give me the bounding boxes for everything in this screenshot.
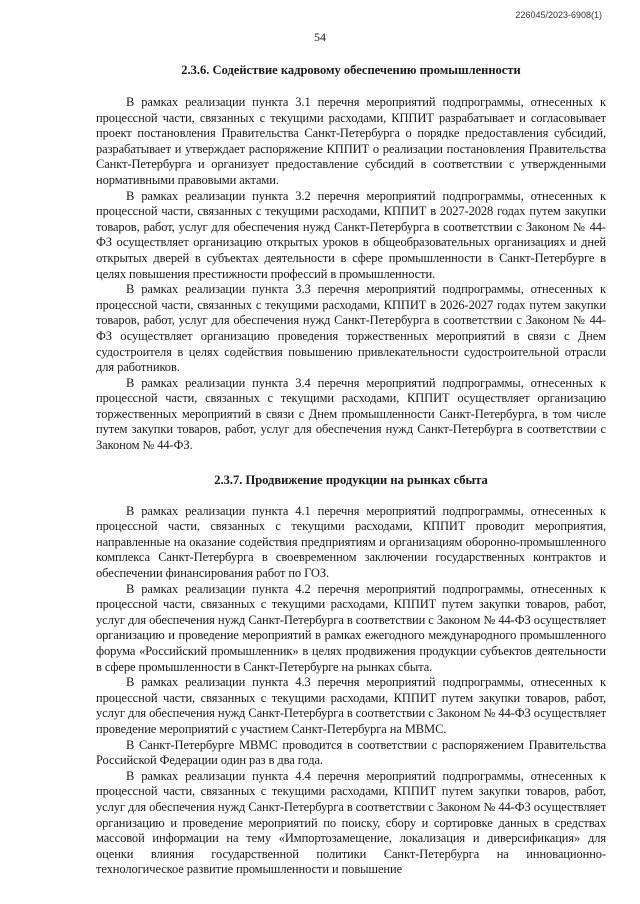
paragraph: В рамках реализации пункта 3.4 перечня мероприятий подпрограммы, отнесенных к процессной части, связанных с текущими расходами, КППИТ осуществляет организацию торжественных мероприятий в связи с Днем промышленности Санкт-Петербурга, в том числе путем закупки товаров, работ, услуг для обеспечения нужд Санкт-Петербурга в соответствии с Законом № 44-ФЗ. xyxy=(96,375,606,453)
paragraph: В рамках реализации пункта 4.2 перечня мероприятий подпрограммы, отнесенных к процессной части, связанных с текущими расходами, КППИТ путем закупки товаров, работ, услуг для обеспечения нужд Санкт-Петербурга в соответствии с Законом № 44-ФЗ осуществляет организацию и проведение мероприятий в рамках ежегодного международного промышленного форума «Российский промышленник» в целях продвижения продукции субъектов деятельности в сфере промышленности в Санкт-Петербурге на рынках сбыта. xyxy=(96,581,606,674)
paragraph: В рамках реализации пункта 3.2 перечня мероприятий подпрограммы, отнесенных к процессной части, связанных с текущими расходами, КППИТ в 2027-2028 годах путем закупки товаров, работ, услуг для обеспечения нужд Санкт-Петербурга в соответствии с Законом № 44-ФЗ осуществляет организацию открытых уроков в общеобразовательных организациях и дней открытых дверей в субъектах деятельности в сфере промышленности в Санкт-Петербурге в целях повышения престижности профессий в промышленности. xyxy=(96,188,606,281)
page-number: 54 xyxy=(314,30,326,44)
document-id: 226045/2023-6908(1) xyxy=(515,10,602,20)
paragraph: В рамках реализации пункта 4.3 перечня мероприятий подпрограммы, отнесенных к процессной части, связанных с текущими расходами, КППИТ путем закупки товаров, работ, услуг для обеспечения нужд Санкт-Петербурга в соответствии с Законом № 44-ФЗ осуществляет проведение мероприятий с участием Санкт-Петербурга на МВМС. xyxy=(96,675,606,736)
paragraph: В рамках реализации пункта 4.4 перечня мероприятий подпрограммы, отнесенных к процессной части, связанных с текущими расходами, КППИТ путем закупки товаров, работ, услуг для обеспечения нужд Санкт-Петербурга в соответствии с Законом № 44-ФЗ осуществляет организацию и проведение мероприятий по поиску, сбору и сортировке данных в средствах массовой информации на тему «Импортозамещение, локализация и диверсификация» для оценки влияния государственной политики Санкт-Петербурга на инновационно-технологическое развитие промышленности и повышение xyxy=(96,768,606,877)
paragraph: В Санкт-Петербурге МВМС проводится в соответствии с распоряжением Правительства Российской Федерации один раз в два года. xyxy=(96,737,606,768)
paragraph: В рамках реализации пункта 3.1 перечня мероприятий подпрограммы, отнесенных к процессной части, связанных с текущими расходами, КППИТ разрабатывает и согласовывает проект постановления Правительства Санкт-Петербурга о порядке предоставления субсидий, разрабатывает и утверждает распоряжение КППИТ о реализации постановления Правительства Санкт-Петербурга и организует предоставление субсидий в соответствии с утвержденными нормативными правовыми актами. xyxy=(96,95,606,187)
section-title: 2.3.7. Продвижение продукции на рынках сбыта xyxy=(214,472,488,487)
paragraph: В рамках реализации пункта 3.3 перечня мероприятий подпрограммы, отнесенных к процессной части, связанных с текущими расходами, КППИТ в 2026-2027 годах путем закупки товаров, работ, услуг для обеспечения нужд Санкт-Петербурга в соответствии с Законом № 44-ФЗ осуществляет организацию проведения торжественных мероприятий в связи с Днем судостроителя в целях содействия повышению привлекательности судостроительной отрасли для работников. xyxy=(96,282,606,375)
paragraph: В рамках реализации пункта 4.1 перечня мероприятий подпрограммы, отнесенных к процессной части, связанных с текущими расходами, КППИТ проводит мероприятия, направленные на оказание содействия предприятиям и организациям оборонно-промышленного комплекса Санкт-Петербурга в своевременном заключении государственных контрактов и обеспечении финансирования работ по ГОЗ. xyxy=(96,503,606,581)
section-title: 2.3.6. Содействие кадровому обеспечению промышленности xyxy=(181,63,521,77)
page-content xyxy=(96,62,606,878)
